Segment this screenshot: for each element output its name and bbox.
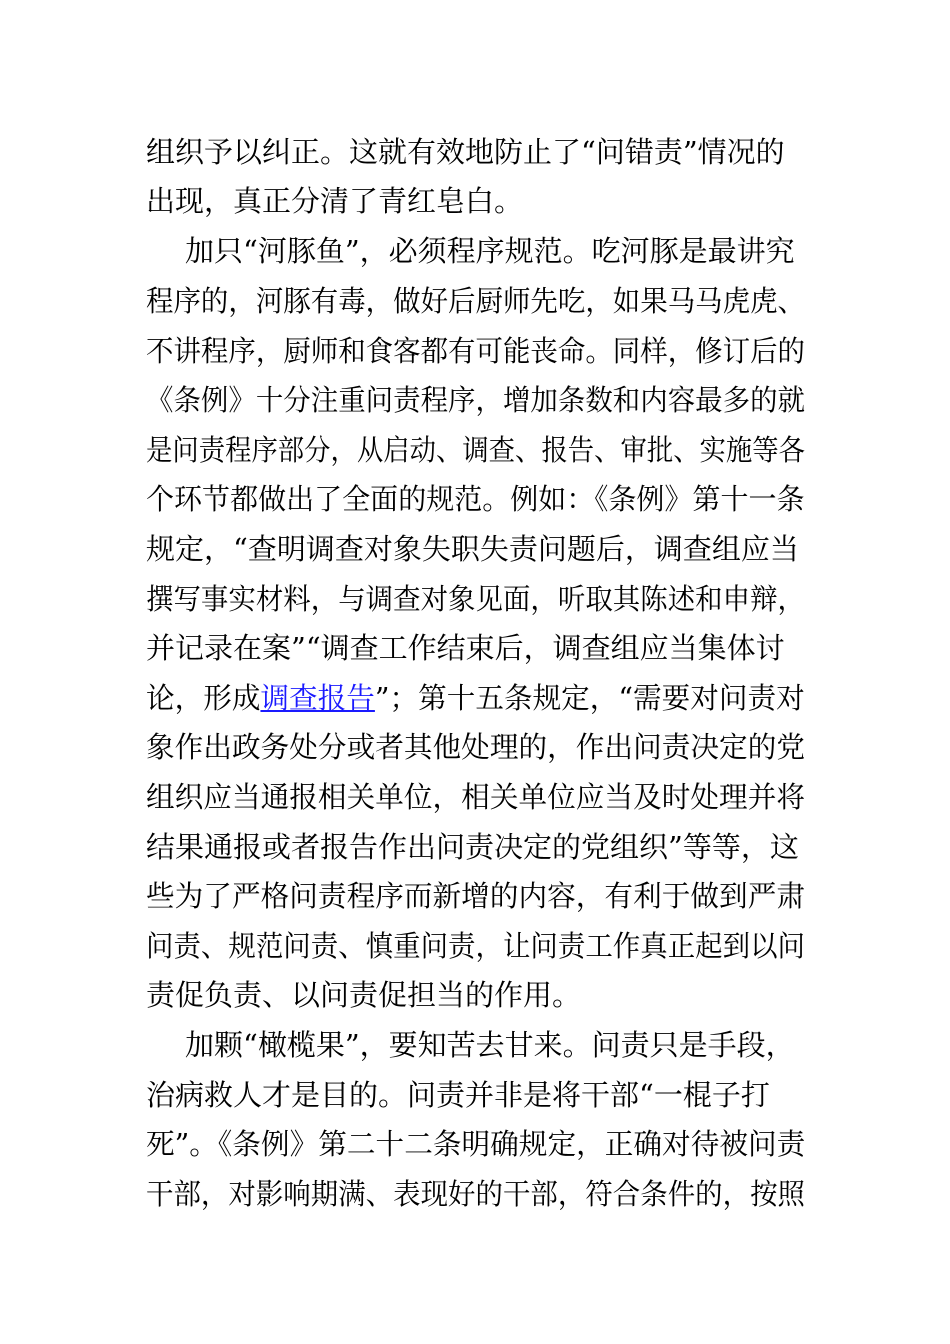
text-line: 出现，真正分清了青红皂白。 xyxy=(146,184,524,218)
text-line: 《条例》十分注重问责程序，增加条数和内容最多的就 xyxy=(146,383,806,417)
paragraph-start-line: 加只“河豚鱼”，必须程序规范。吃河豚是最讲究 xyxy=(185,234,795,268)
investigation-report-link[interactable]: 调查报告 xyxy=(260,681,375,715)
text-line: 组织予以纠正。这就有效地防止了“问错责”情况的 xyxy=(146,135,785,169)
text-line: 撰写事实材料，与调查对象见面，听取其陈述和申辩， xyxy=(146,582,806,616)
text-line: 责促负责、以问责促担当的作用。 xyxy=(146,978,582,1012)
text-line-with-link xyxy=(146,678,805,718)
text-line: 程序的，河豚有毒，做好后厨师先吃，如果马马虎虎、 xyxy=(146,284,806,318)
text-line: 组织应当通报相关单位，相关单位应当及时处理并将 xyxy=(146,780,806,814)
text-line: 个环节都做出了全面的规范。例如：《条例》第十一条 xyxy=(146,482,805,516)
text-line: 治病救人才是目的。问责并非是将干部“一棍子打 xyxy=(146,1078,770,1112)
text-line: 象作出政务处分或者其他处理的，作出问责决定的党 xyxy=(146,730,806,764)
line-text-after-link: ”；第十五条规定，“需要对问责对 xyxy=(374,681,805,715)
line-text-before-link: 论，形成 xyxy=(146,681,261,715)
text-line: 问责、规范问责、慎重问责，让问责工作真正起到以问 xyxy=(146,929,806,963)
text-line: 些为了严格问责程序而新增的内容，有利于做到严肃 xyxy=(146,879,806,913)
text-line: 规定，“查明调查对象失职失责问题后，调查组应当 xyxy=(146,532,799,566)
text-line: 干部，对影响期满、表现好的干部，符合条件的，按照 xyxy=(146,1177,806,1211)
text-line: 结果通报或者报告作出问责决定的党组织”等等，这 xyxy=(146,830,799,864)
text-line: 不讲程序，厨师和食客都有可能丧命。同样，修订后的 xyxy=(146,334,806,368)
text-line: 并记录在案”“调查工作结束后，调查组应当集体讨 xyxy=(146,631,785,665)
paragraph-start-line: 加颗“橄榄果”，要知苦去甘来。问责只是手段， xyxy=(185,1028,795,1062)
text-line: 是问责程序部分，从启动、调查、报告、审批、实施等各 xyxy=(146,433,806,467)
text-line: 死”。《条例》第二十二条明确规定，正确对待被问责 xyxy=(146,1127,806,1161)
